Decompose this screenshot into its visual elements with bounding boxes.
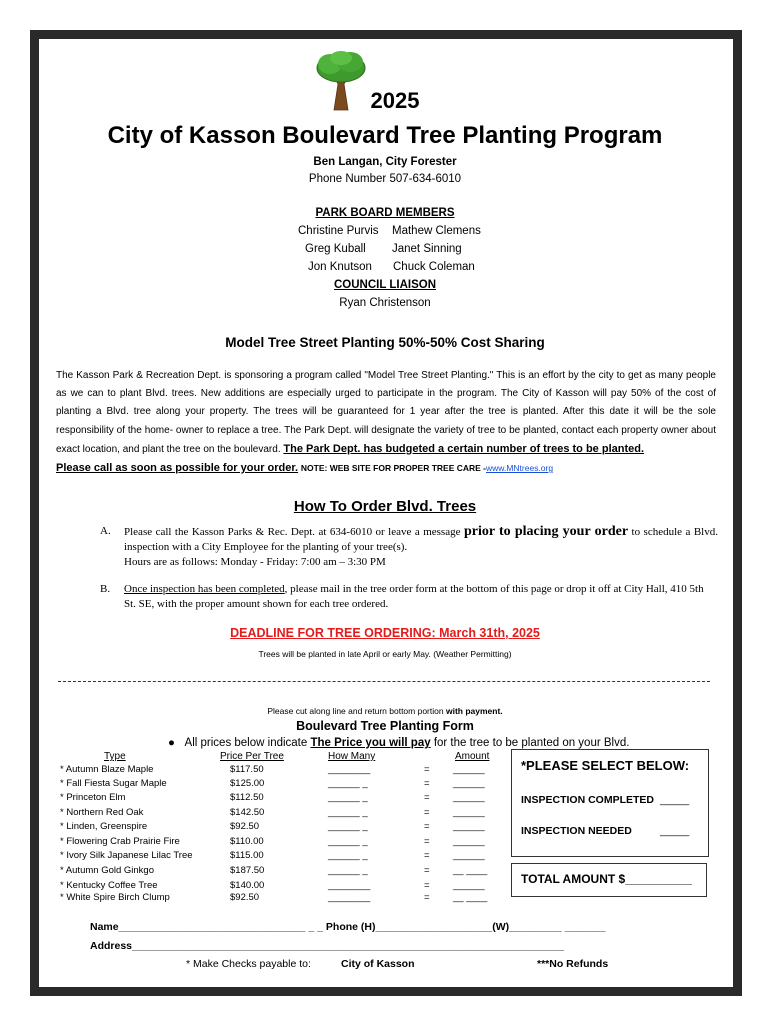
order-step-a: [100, 524, 718, 574]
tree-type: * Autumn Gold Ginkgo: [60, 865, 154, 876]
step-a-label: A.: [100, 525, 111, 537]
tree-price: $117.50: [230, 764, 264, 775]
checks-payable: * Make Checks payable to:: [186, 958, 311, 970]
liaison-heading: COUNCIL LIAISON: [333, 279, 436, 291]
board-member: Christine Purvis: [298, 225, 379, 237]
tree-price: $140.00: [230, 880, 265, 891]
tree-quantity-field[interactable]: ______ _: [328, 792, 368, 803]
select-heading: *PLEASE SELECT BELOW:: [521, 758, 690, 773]
tree-amount-field[interactable]: ______: [453, 880, 485, 891]
phone-line: Phone Number 507-634-6010: [308, 173, 462, 185]
equals-sign: =: [424, 850, 430, 861]
checks-payee: City of Kasson: [341, 958, 415, 970]
equals-sign: =: [424, 792, 430, 803]
form-title: Boulevard Tree Planting Form: [296, 719, 474, 733]
tree-amount-field[interactable]: __ ____: [453, 865, 488, 876]
tree-type: * White Spire Birch Clump: [60, 892, 170, 903]
board-member: Mathew Clemens: [392, 225, 481, 237]
tree-amount-field[interactable]: ______: [453, 807, 485, 818]
tree-quantity-field[interactable]: ______ _: [328, 807, 368, 818]
tree-quantity-field[interactable]: ________: [328, 764, 371, 775]
board-member: Janet Sinning: [392, 243, 462, 255]
tree-price: $112.50: [230, 792, 264, 803]
price-note-text2: for the tree to be planted on your Blvd.: [430, 737, 630, 749]
tree-price: $187.50: [230, 865, 265, 876]
tree-type: * Northern Red Oak: [60, 807, 144, 818]
cut-line: [58, 681, 710, 682]
board-member: Jon Knutson: [308, 261, 372, 273]
liaison-name: Ryan Christenson: [339, 297, 431, 309]
total-box: [511, 863, 707, 897]
cut-bold: with payment.: [445, 706, 503, 716]
step-a-text: Please call the Kasson Parks & Rec. Dept. at 634-6010 or leave a message: [124, 526, 464, 538]
inspection-completed-label: INSPECTION COMPLETED: [521, 794, 655, 806]
tree-quantity-field[interactable]: ______ _: [328, 865, 368, 876]
name-phone-line[interactable]: Name________________________________ _ _ Phone (H)____________________(W)_________ _______: [90, 921, 606, 933]
tree-amount-field[interactable]: ______: [453, 821, 485, 832]
board-member: Greg Kuball: [305, 243, 366, 255]
tree-amount-field[interactable]: __ ____: [453, 892, 488, 903]
website-link[interactable]: www.MNtrees.org: [486, 463, 554, 474]
inspection-box: [511, 749, 709, 857]
tree-type: * Ivory Silk Japanese Lilac Tree: [60, 850, 193, 861]
bullet-icon: ●: [168, 737, 175, 749]
tree-price: $92.50: [230, 821, 260, 832]
step-b-emphasis: Once inspection has been completed: [124, 583, 285, 595]
tree-type: * Princeton Elm: [60, 792, 126, 803]
inspection-completed-field[interactable]: _____: [660, 794, 690, 806]
tree-price: $92.50: [230, 892, 260, 903]
equals-sign: =: [424, 836, 430, 847]
equals-sign: =: [424, 807, 430, 818]
step-a-emphasis: prior to placing your order: [463, 524, 629, 539]
tree-quantity-field[interactable]: ______ _: [328, 836, 368, 847]
col-price: Price Per Tree: [220, 751, 284, 762]
no-refunds: ***No Refunds: [537, 958, 609, 970]
tree-quantity-field[interactable]: ______ _: [328, 821, 368, 832]
price-note-text: All prices below indicate: [184, 737, 311, 749]
year-heading: 2025: [370, 88, 420, 113]
tree-quantity-field[interactable]: ______ _: [328, 778, 368, 789]
tree-type: * Kentucky Coffee Tree: [60, 880, 158, 891]
tree-quantity-field[interactable]: ______ _: [328, 850, 368, 861]
equals-sign: =: [424, 865, 430, 876]
price-note-emphasis: The Price you will pay: [310, 737, 431, 749]
call-note: Please call as soon as possible for your order.: [56, 462, 299, 475]
price-note: [168, 737, 629, 749]
board-heading: PARK BOARD MEMBERS: [315, 207, 455, 219]
step-b-label: B.: [100, 583, 111, 595]
tree-type: * Flowering Crab Prairie Fire: [60, 836, 180, 847]
tree-amount-field[interactable]: ______: [453, 836, 485, 847]
tree-amount-field[interactable]: ______: [453, 764, 485, 775]
inspection-needed-label: INSPECTION NEEDED: [521, 825, 632, 837]
tree-price: $115.00: [230, 850, 264, 861]
description-text: The Kasson Park & Recreation Dept. is sponsoring a program called "Model Tree Street Planting." This is an effort by the city to get as many people as we can to plant Blvd. trees. New additions are especially urged to participate in the program. The City of Kasson will pay 50% of the cost of planting a Blvd. tree along your property. The trees will be guaranteed for 1 year after the tree is planted. After this date it will be the sole responsibility of the home- owner to replace a tree. The Park Dept. will designate the variety of tree to be planted, contact each property owner about exact location, and plant the tree on the boulevard.: [56, 370, 716, 455]
tree-quantity-field[interactable]: ________: [328, 892, 371, 903]
step-b-text: , please mail in the tree order form at the bottom of this page or drop it off at City Hall, 410 5th St. SE, with the proper amount shown for each tree ordered.: [124, 583, 704, 610]
deadline-text: DEADLINE FOR TREE ORDERING: March 31th, 2025: [230, 626, 540, 640]
board-member: Chuck Coleman: [393, 261, 475, 273]
col-type: Type: [104, 751, 126, 762]
tree-type: * Autumn Blaze Maple: [60, 764, 154, 775]
program-description: [56, 367, 716, 478]
step-a-text2: to schedule a Blvd. inspection with a City Employee for the planting of your tree(s).: [124, 526, 718, 553]
tree-quantity-field[interactable]: ________: [328, 880, 371, 891]
equals-sign: =: [424, 892, 430, 903]
order-heading: How To Order Blvd. Trees: [293, 498, 477, 515]
tree-type: * Linden, Greenspire: [60, 821, 148, 832]
tree-price: $142.50: [230, 807, 265, 818]
col-amount: Amount: [455, 751, 490, 762]
planting-note: Trees will be planted in late April or early May. (Weather Permitting): [258, 649, 512, 659]
equals-sign: =: [424, 880, 430, 891]
equals-sign: =: [424, 764, 430, 775]
total-amount-field[interactable]: TOTAL AMOUNT $__________: [521, 872, 692, 886]
cut-instruction: [0, 706, 770, 716]
order-step-b: [100, 582, 718, 616]
tree-type: * Fall Fiesta Sugar Maple: [60, 778, 167, 789]
equals-sign: =: [424, 821, 430, 832]
address-line[interactable]: Address__________________________________________________________________________: [90, 940, 565, 952]
equals-sign: =: [424, 778, 430, 789]
tree-amount-field[interactable]: ______: [453, 792, 485, 803]
tree-amount-field[interactable]: ______: [453, 850, 485, 861]
page-title: City of Kasson Boulevard Tree Planting Program: [107, 122, 663, 149]
budget-note: The Park Dept. has budgeted a certain number of trees to be planted.: [283, 442, 645, 455]
col-howmany: How Many: [328, 751, 376, 762]
tree-amount-field[interactable]: ______: [453, 778, 485, 789]
tree-price: $125.00: [230, 778, 265, 789]
website-note: NOTE: WEB SITE FOR PROPER TREE CARE -: [300, 463, 487, 474]
step-a-hours: Hours are as follows: Monday - Friday: 7:00 am – 3:30 PM: [124, 556, 386, 568]
cut-text: Please cut along line and return bottom portion: [267, 706, 446, 716]
forester-line: Ben Langan, City Forester: [313, 156, 457, 168]
tree-price: $110.00: [230, 836, 264, 847]
model-heading: Model Tree Street Planting 50%-50% Cost Sharing: [225, 335, 545, 350]
inspection-needed-field[interactable]: _____: [660, 825, 690, 837]
